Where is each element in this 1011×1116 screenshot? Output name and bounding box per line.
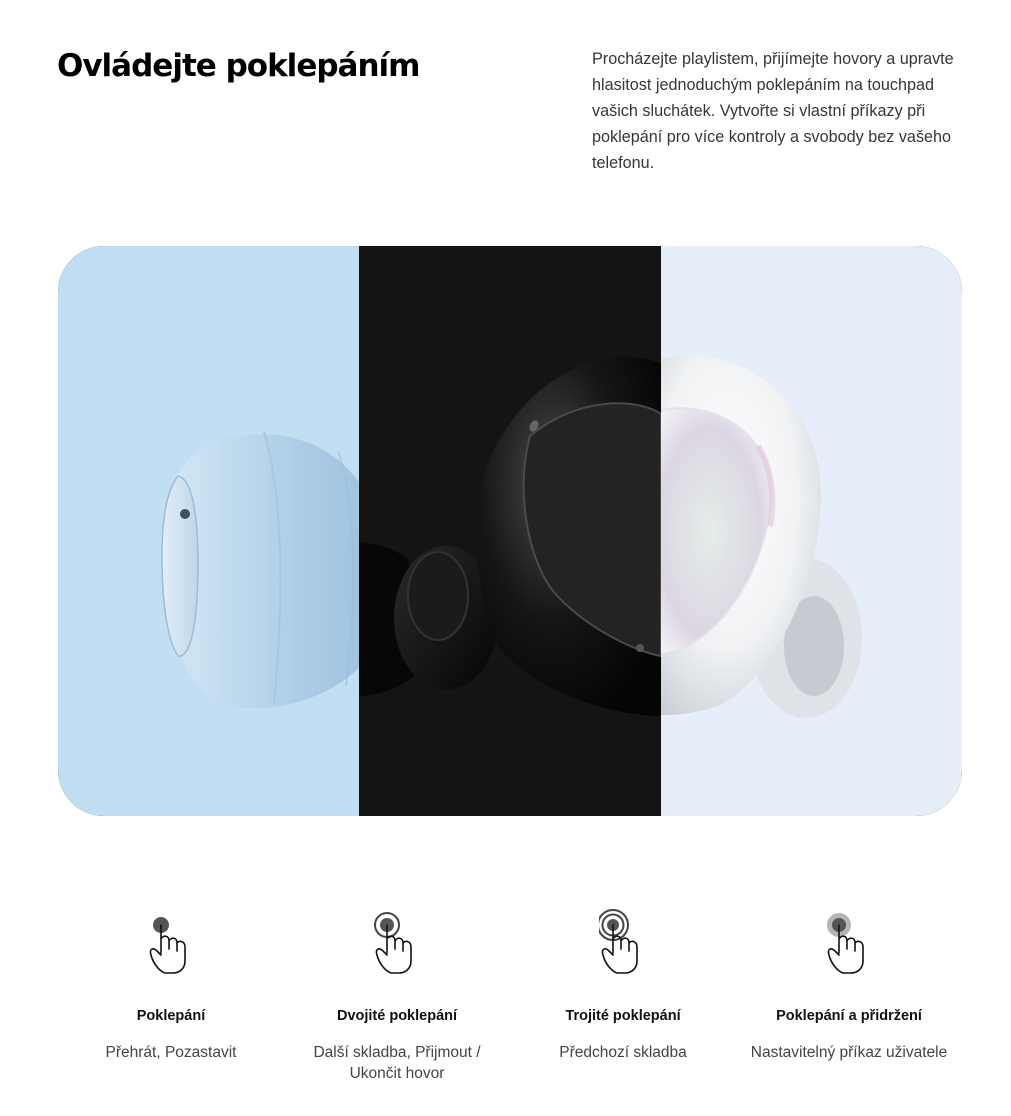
section-title: Ovládejte poklepáním <box>57 48 420 84</box>
gesture-title: Trojité poklepání <box>565 1008 681 1024</box>
gesture-item-tap-and-hold <box>736 905 962 1063</box>
earbuds-illustration <box>58 246 962 816</box>
double-tap-icon <box>373 905 421 977</box>
gesture-title: Poklepání <box>136 1008 206 1024</box>
earbuds-hero-image <box>58 246 962 816</box>
gesture-description: Přehrát, Pozastavit <box>105 1044 237 1061</box>
section-description: Procházejte playlistem, přijímejte hovory a upravte hlasitost jednoduchým poklepáním na touchpad vašich sluchátek. Vytvořte si vlastní příkazy při poklepání pro více kontroly a svobody bez vašeho telefonu. <box>592 50 954 172</box>
gesture-description: Nastavitelný příkaz uživatele <box>750 1044 948 1061</box>
gesture-description: Předchozí skladba <box>559 1044 687 1061</box>
gesture-title: Dvojité poklepání <box>336 1008 458 1024</box>
single-tap-icon <box>147 905 195 977</box>
gesture-description: Další skladba, Přijmout / Ukončit hovor <box>313 1044 481 1082</box>
tap-gestures-list <box>58 905 962 1095</box>
gesture-item-double-tap <box>284 905 510 1084</box>
gesture-title: Poklepání a přidržení <box>776 1008 922 1024</box>
tap-and-hold-icon <box>825 905 873 977</box>
gesture-item-triple-tap <box>510 905 736 1063</box>
triple-tap-icon <box>599 905 647 977</box>
gesture-item-tap <box>58 905 284 1063</box>
